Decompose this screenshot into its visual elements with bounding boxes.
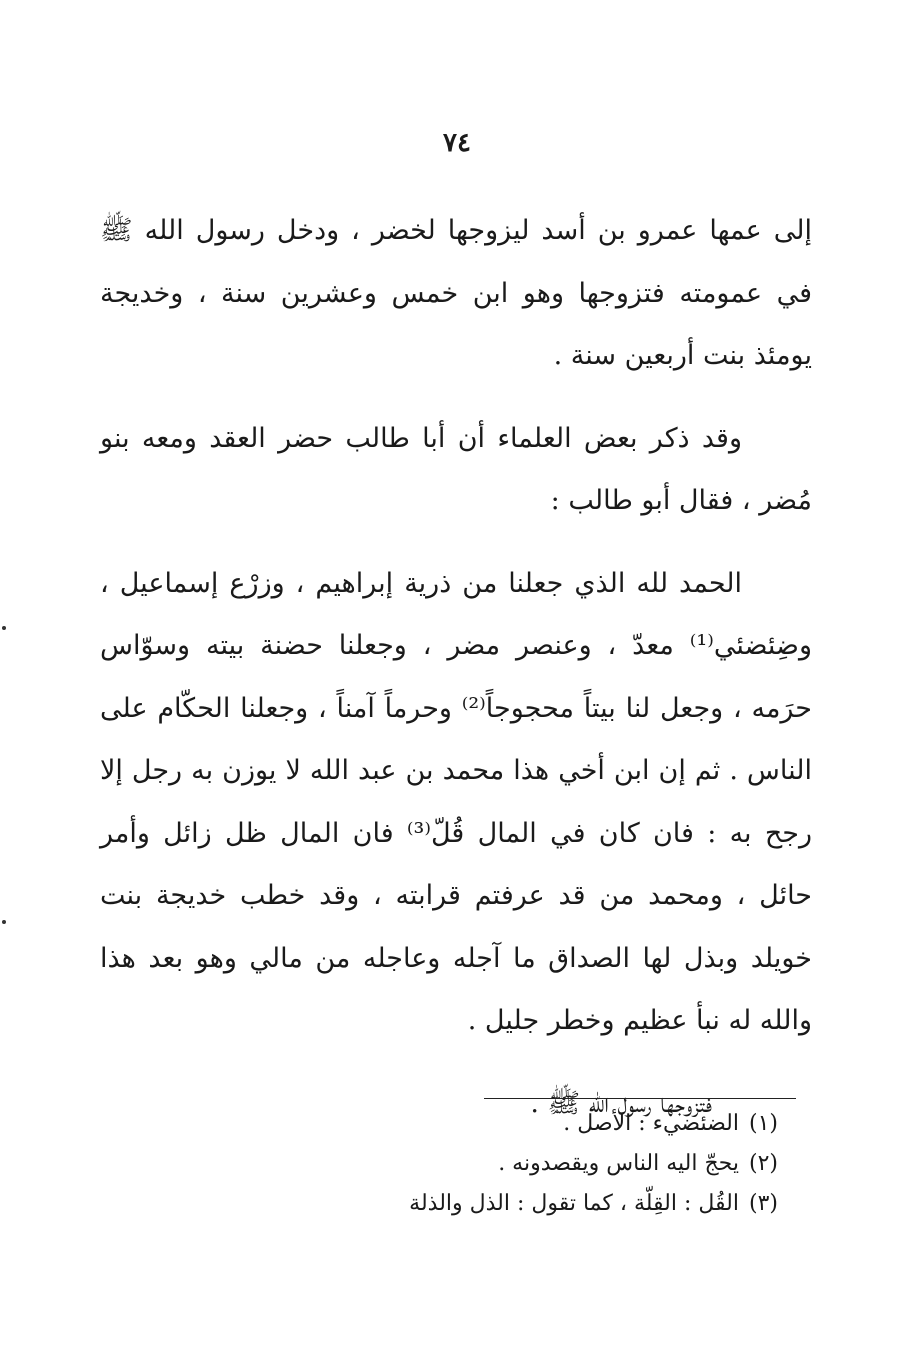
footnote-number: (٢) <box>748 1151 778 1176</box>
footnote-number: (١) <box>748 1111 778 1136</box>
footnote-3 <box>300 1184 778 1224</box>
footnote-text: القُل : القِلّة ، كما تقول : الذل والذلة <box>409 1191 739 1216</box>
paragraph-2: وقد ذكر بعض العلماء أن أبا طالب حضر العقد ومعه بنو مُضر ، فقال أبو طالب : <box>100 422 812 516</box>
page-number: ٧٤ <box>443 128 471 158</box>
footnote-2 <box>300 1144 778 1184</box>
scan-mark <box>2 626 6 630</box>
footnotes <box>300 1104 778 1224</box>
main-text <box>100 200 812 1135</box>
footnote-1 <box>300 1104 778 1144</box>
footnote-divider <box>484 1098 796 1099</box>
paragraph-1: إلى عمها عمرو بن أسد ليزوجها لخضر ، ودخل رسول الله ﷺ في عمومته فتزوجها وهو ابن خمس وعشرين سنة ، وخديجة يومئذ بنت أربعين سنة . <box>100 215 812 371</box>
scan-mark <box>2 920 6 924</box>
footnote-number: (٣) <box>748 1191 778 1216</box>
footnote-text: يحجّ اليه الناس ويقصدونه . <box>498 1151 739 1176</box>
footnote-text: الضئضيء : الأصل . <box>563 1111 739 1136</box>
closing-line: فتزوجها رسول الله ﷺ . <box>530 1087 712 1119</box>
paragraph-3-sermon: الحمد لله الذي جعلنا من ذرية إبراهيم ، وزرْع إسماعيل ، وضِئضئي⁽¹⁾ معدّ ، وعنصر مضر ، وجعلنا حضنة بيته وسوّاس حرَمه ، وجعل لنا بيتاً محجوجاً⁽²⁾ وحرماً آمناً ، وجعلنا الحكّام على الناس . ثم إن ابن أخي هذا محمد بن عبد الله لا يوزن به رجل إلا رجح به : فان كان في المال قُلّ⁽³⁾ فان المال ظل زائل وأمر حائل ، ومحمد من قد عرفتم قرابته ، وقد خطب خديجة بنت خويلد وبذل لها الصداق ما آجله وعاجله من مالي وهو بعد هذا والله له نبأ عظيم وخطر جليل . <box>100 567 812 1036</box>
